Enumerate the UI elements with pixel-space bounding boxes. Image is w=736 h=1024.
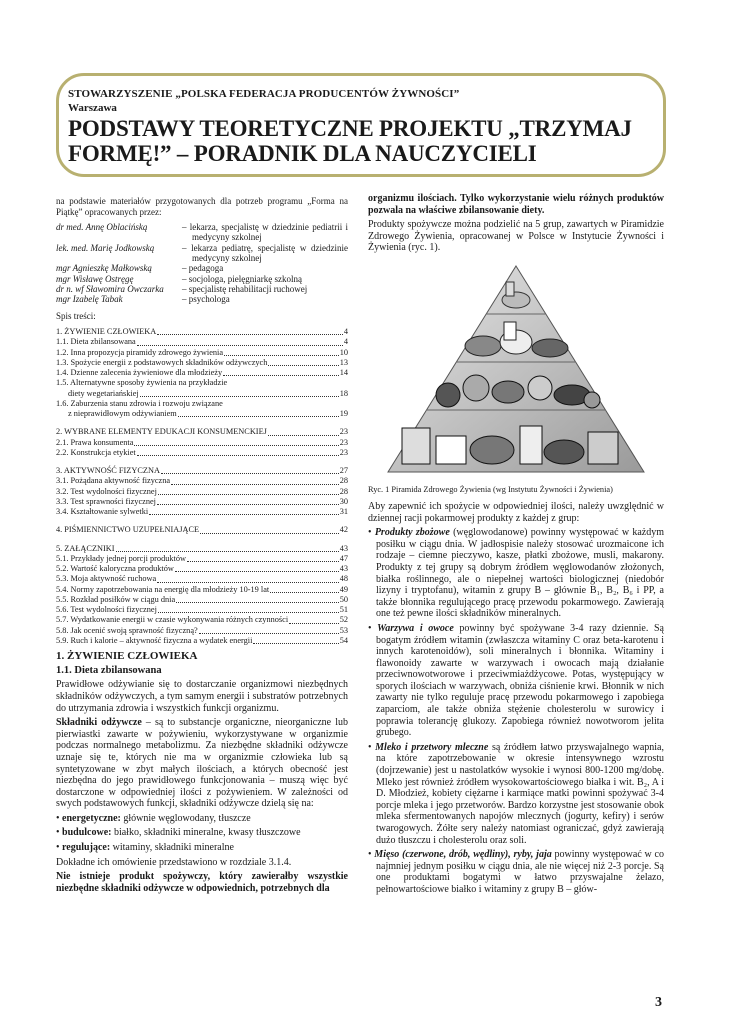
toc-leader: [161, 473, 339, 474]
toc-entry: [56, 636, 348, 646]
toc-spacer: [56, 419, 348, 427]
toc-entry-title: 2.1. Prawa konsumenta: [56, 437, 134, 447]
toc-entry: [56, 574, 348, 584]
toc-entry-page: 43: [339, 543, 348, 553]
author-name: mgr Agnieszkę Małkowską: [56, 263, 152, 274]
toc-entry-page: 51: [339, 605, 348, 615]
toc-entry-page: 43: [339, 564, 348, 574]
toc-entry-title: 5.1. Przykłady jednej porcji produktów: [56, 553, 186, 563]
term: Składniki odżywcze: [56, 717, 142, 729]
toc-entry-page: 23: [339, 427, 348, 437]
header-frame: [56, 73, 666, 177]
toc-entry-page: 23: [339, 447, 348, 457]
toc-leader: [149, 514, 339, 515]
toc-heading: Spis treści:: [56, 310, 96, 321]
title-line-1: PODSTAWY TEORETYCZNE PROJEKTU „TRZYMAJ: [68, 116, 632, 141]
toc-entry: [56, 337, 348, 347]
nutrient-item: • regulujące: witaminy, składniki mineralne: [56, 842, 234, 854]
author-role: – socjologa, pielęgniarkę szkolną: [182, 273, 302, 284]
paragraph-text: – są to substancje organiczne, nieorganiczne lub pierwiastki zawarte w pożywieniu, wykorzystywane w organizmie podczas normalnego metabolizmu. Za niezbędne składniki odżywcze uznaje się te, których nie ma w organizmie człowieka lub są syntetyzowane w zbyt małych ilościach, a których obecność jest niezbędna do jego prawidłowego funkcjonowania – muszą więc być dostarczone w odpowiedniej ilości z pożywieniem. W zależności od swych podstawowych funkcji, składniki odżywcze dzielą się na:: [56, 717, 348, 810]
toc-entry: [56, 487, 348, 497]
toc-entry-page: 47: [339, 553, 348, 563]
paragraph: [56, 717, 348, 810]
toc-entry-title: 1.2. Inna propozycja piramidy zdrowego żywienia: [56, 347, 224, 357]
organization-name: STOWARZYSZENIE „POLSKA FEDERACJA PRODUCENTÓW ŻYWNOŚCI”: [68, 88, 460, 100]
toc-entry-title: 5.3. Moja aktywność ruchowa: [56, 574, 157, 584]
toc-entry-page: 4: [343, 337, 348, 347]
nutrient-type: regulujące:: [62, 842, 111, 854]
food-group-name: Warzywa i owoce: [377, 622, 454, 634]
toc-entry-title: 5.5. Rozkład posiłków w ciągu dnia: [56, 594, 176, 604]
toc-leader: [176, 602, 339, 603]
toc-entry-title: 1.4. Dzienne zalecenia żywieniowe dla młodzieży: [56, 368, 223, 378]
paragraph-bold: Nie istnieje produkt spożywczy, który zawierałby wszystkie niezbędne składniki odżywcze w odpowiednich, potrzebnych dla: [56, 871, 348, 894]
toc-entry-title: diety wegetariańskiej: [68, 388, 139, 398]
toc-entry-title: 5.7. Wydatkowanie energii w czasie wykonywania różnych czynności: [56, 615, 289, 625]
toc-leader: [224, 355, 339, 356]
author-name: mgr Wisławę Ostręgę: [56, 273, 134, 284]
toc-entry-title: 3.1. Pożądana aktywność fizyczna: [56, 476, 171, 486]
author-role: – psychologa: [182, 294, 230, 305]
page-title: [68, 116, 663, 166]
toc-entry: [56, 409, 348, 419]
food-group-name: Produkty zbożowe: [374, 527, 450, 539]
authors-list: [56, 222, 348, 304]
nutrient-type: energetyczne:: [62, 812, 121, 824]
toc-entry: [56, 466, 348, 476]
food-group-name: Mięso (czerwone, drób, wędliny), ryby, jaja: [374, 849, 552, 861]
toc-leader: [223, 375, 339, 376]
toc-entry: [56, 554, 348, 564]
toc-entry-title: 5.8. Jak ocenić swoją sprawność fizyczną?: [56, 625, 198, 635]
nutrient-list: [56, 813, 348, 854]
toc-entry-title: 1.1. Dieta zbilansowana: [56, 337, 136, 347]
toc-entry-title: 1.3. Spożycie energii z podstawowych składników odżywczych: [56, 357, 268, 367]
title-line-2: FORMĘ!” – PORADNIK DLA NAUCZYCIELI: [68, 141, 537, 166]
paragraph: Produkty spożywcze można podzielić na 5 grup, zawartych w Piramidzie Zdrowego Żywienia, opracowanej w Polsce w Instytucie Żywności i Żywienia (ryc. 1).: [368, 219, 664, 254]
toc-leader: [175, 571, 339, 572]
author-role: – lekarza pediatrę, specjalistę w dziedzinie medycyny szkolnej: [182, 242, 348, 264]
toc-entry-line: 1.6. Zaburzenia stanu zdrowia i rozwoju związane: [56, 398, 223, 408]
toc-leader: [158, 494, 339, 495]
author-row: [56, 263, 348, 273]
toc-entry: [56, 327, 348, 337]
author-row: [56, 284, 348, 294]
nutrient-item: • energetyczne: głównie węglowodany, tłuszcze: [56, 812, 251, 824]
toc-leader: [140, 396, 339, 397]
toc-entry-page: 30: [339, 496, 348, 506]
toc-entry: [56, 595, 348, 605]
toc-entry-page: 54: [339, 635, 348, 645]
paragraph: Dokładne ich omówienie przedstawiono w rozdziale 3.1.4.: [56, 856, 292, 868]
toc-leader: [178, 416, 339, 417]
toc-entry: [56, 605, 348, 615]
toc-entry-title: 5.9. Ruch i kalorie – aktywność fizyczna a wydatek energii: [56, 635, 253, 645]
author-role: – pedagoga: [182, 263, 224, 274]
toc-leader: [137, 345, 343, 346]
author-role: – specjalistę rehabilitacji ruchowej: [182, 283, 308, 294]
toc-entry: [56, 626, 348, 636]
nutrient-examples: witaminy, składniki mineralne: [110, 842, 234, 854]
toc-entry-page: 23: [339, 437, 348, 447]
toc-leader: [158, 612, 339, 613]
author-name: dr n. wf Sławomira Owczarka: [56, 283, 164, 294]
toc-entry: [56, 358, 348, 368]
toc-entry: [56, 438, 348, 448]
figure-caption: Ryc. 1 Piramida Zdrowego Żywienia (wg Instytutu Żywności i Żywienia): [368, 484, 613, 494]
organization-city: Warszawa: [68, 102, 117, 114]
toc-entry-title: 3.4. Kształtowanie sylwetki: [56, 507, 149, 517]
author-row: [56, 274, 348, 284]
left-column: [56, 196, 348, 897]
food-group-description: powinny występować w co najmniej jednym posiłku w ciągu dnia, ale nie więcej niż 2-3 porcje. Są one produktami bogatymi w łatwo przyswajalne żelazo, pełnowartościowe białko i witaminy z grupy B – głów-: [376, 849, 664, 895]
toc-entry: [56, 348, 348, 358]
toc-entry: [56, 525, 348, 535]
toc-entry: [56, 497, 348, 507]
paragraph: Prawidłowe odżywianie się to dostarczanie organizmowi niezbędnych składników odżywczych, a tym samym energii i substratów potrzebnych do utrzymania zdrowia i wszystkich funkcji organizmu.: [56, 679, 348, 714]
toc-leader: [157, 334, 343, 335]
author-name: dr med. Annę Oblacińską: [56, 222, 148, 233]
food-group-description: są źródłem łatwo przyswajalnego wapnia, na które zapotrzebowanie w okresie intensywnego wzrostu (dojrzewanie) jest u nastolatków wysokie i wynosi 800-1200 mg/dobę. Mleko jest również źródłem wysokowartościowego białka i wit. B₂, A i D. Młodzież, kobiety ciężarne i karmiące matki powinni spożywać 3-4 porcje mleka i jego przetworów. Bardzo korzystne jest stosowanie obok mleka sfermentowanych napojów mlecznych (jogurty, kefiry) i serów twarogowych. Żółte sery należy natomiast ograniczać, gdyż zawierają dużo tłuszczu i cholesterolu oraz soli.: [376, 741, 664, 846]
toc-entry-page: 4: [343, 327, 348, 337]
section-heading: 1. ŻYWIENIE CZŁOWIEKA: [56, 650, 198, 663]
author-role: – lekarza, specjalistę w dziedzinie pediatrii i medycyny szkolnej: [182, 222, 348, 243]
toc-leader: [253, 643, 338, 644]
toc-leader: [270, 592, 339, 593]
food-group-item: • Mięso (czerwone, drób, wędliny), ryby, jaja powinny występować w co najmniej jednym posiłku w ciągu dnia, ale nie więcej niż 2-3 porcje. Są one produktami bogatymi w łatwo przyswajalne żelazo, pełnowartościowe białko i witaminy z grupy B – głów-: [368, 849, 664, 895]
toc-leader: [268, 435, 339, 436]
toc-entry: [56, 544, 348, 554]
paragraph: Aby zapewnić ich spożycie w odpowiedniej ilości, należy uwzględnić w dziennej racji pokarmowej produkty z każdej z grup:: [368, 500, 664, 524]
nutrient-type: budulcowe:: [62, 827, 112, 839]
author-row: [56, 243, 348, 264]
toc-entry-title: z nieprawidłowym odżywianiem: [68, 409, 177, 419]
toc-entry-title: 3. AKTYWNOŚĆ FIZYCZNA: [56, 466, 160, 476]
toc-entry-page: 49: [339, 584, 348, 594]
nutrient-examples: białko, składniki mineralne, kwasy tłuszczowe: [111, 827, 301, 839]
toc-entry-title: 5.2. Wartość kaloryczna produktów: [56, 564, 174, 574]
author-row: [56, 222, 348, 243]
toc-entry-page: 14: [339, 368, 348, 378]
page-number: 3: [655, 995, 662, 1010]
toc-entry-page: 13: [339, 357, 348, 367]
toc-entry: [56, 448, 348, 458]
toc-entry-title: 3.3. Test sprawności fizycznej: [56, 496, 156, 506]
food-group-description: powinny być spożywane 3-4 razy dziennie. Są bogatym źródłem witamin (zwłaszcza witaminy C oraz beta-karotenu i innych karotenoidów), soli mineralnych i błonnika. Witaminy i flawonoidy zawarte w warzywach i owocach mają działanie przeciwnowotworowe i przeciwmiażdżycowe. Potas, występujący w sporych ilościach w warzywach, obniża ciśnienie krwi. Błonnik w nich zawarty nie tylko reguluje pracę przewodu pokarmowego i zapobiega zaparciom, ale także obniża stężenie cholesterolu w surowicy i poprawia tolerancję glukozy. Zapobiega również nowotworom jelita grubego.: [376, 622, 664, 739]
toc-entry: [56, 427, 348, 437]
toc-entry-page: 53: [339, 625, 348, 635]
food-group-item: • Produkty zbożowe (węglowodanowe) powinny występować w każdym posiłku w ciągu dnia. W jadłospisie należy stosować urozmaicone ich rodzaje – ciemne pieczywo, kasze, płatki zbożowe, musli, makarony. Produkty z tej grupy są dobrym źródłem węglowodanów złożonych, białka roślinnego, ale o niepełnej wartości biologicznej (niedobór lizyny i tryptofanu), witamin z grupy B – głównie B₁, B₂, B₆ i PP, a także błonnika regulującego pracę przewodu pokarmowego. Zawierają one też pewne ilości składników mineralnych.: [368, 527, 664, 620]
toc-entry-title: 2.2. Konstrukcja etykiet: [56, 447, 136, 457]
food-pyramid-illustration: [368, 260, 664, 482]
subsection-heading: 1.1. Dieta zbilansowana: [56, 664, 162, 676]
paragraph-bold: organizmu ilościach. Tylko wykorzystanie wielu różnych produktów pozwala na właściwe zbilansowanie diety.: [368, 193, 664, 216]
toc-entry-page: 19: [339, 409, 348, 419]
toc-leader: [157, 504, 339, 505]
toc-leader: [134, 445, 338, 446]
toc-entry-page: 52: [339, 615, 348, 625]
toc-leader: [157, 582, 338, 583]
intro-text: na podstawie materiałów przygotowanych dla potrzeb programu „Forma na Piątkę” opracowanych przez:: [56, 196, 348, 217]
toc-entry-title: 1. ŻYWIENIE CZŁOWIEKA: [56, 327, 157, 337]
toc-leader: [187, 561, 339, 562]
toc-leader: [116, 551, 339, 552]
toc-entry-title: 5.4. Normy zapotrzebowania na energię dla młodzieży 10-19 lat: [56, 584, 270, 594]
toc-entry: [56, 368, 348, 378]
toc-spacer: [56, 536, 348, 544]
toc-entry: [56, 564, 348, 574]
food-group-item: • Mleko i przetwory mleczne są źródłem łatwo przyswajalnego wapnia, na które zapotrzebowanie w okresie intensywnego wzrostu (dojrzewanie) jest u nastolatków wysokie i wynosi 800-1200 mg/dobę. Mleko jest również źródłem wysokowartościowego białka i wit. B₂, A i D. Młodzież, kobiety ciężarne i karmiące matki powinni spożywać 3-4 porcje mleka i jego przetworów. Bardzo korzystne jest stosowanie obok mleka sfermentowanych napojów mlecznych (jogurty, kefiry) i serów twarogowych. Żółte sery należy natomiast ograniczać, gdyż zawierają dużo tłuszczu i cholesterolu oraz soli.: [368, 741, 664, 846]
toc-entry-page: 28: [339, 486, 348, 496]
author-row: [56, 294, 348, 304]
food-group-name: Mleko i przetwory mleczne: [375, 741, 489, 753]
table-of-contents: [56, 327, 348, 646]
toc-entry-page: 48: [339, 574, 348, 584]
toc-leader: [268, 365, 338, 366]
toc-entry: [56, 507, 348, 517]
toc-entry: [56, 615, 348, 625]
toc-entry-page: 28: [339, 476, 348, 486]
author-name: lek. med. Marię Jodkowską: [56, 242, 155, 253]
right-column: [368, 193, 664, 899]
toc-entry-page: 27: [339, 466, 348, 476]
toc-entry-title: 5. ZAŁĄCZNIKI: [56, 543, 115, 553]
toc-entry-title: 2. WYBRANE ELEMENTY EDUKACJI KONSUMENCKIEJ: [56, 427, 267, 437]
toc-entry-title: 3.2. Test wydolności fizycznej: [56, 486, 157, 496]
toc-entry: [56, 476, 348, 486]
toc-leader: [199, 633, 339, 634]
toc-leader: [171, 484, 339, 485]
food-group-list: [368, 527, 664, 895]
toc-entry-page: 42: [339, 525, 348, 535]
toc-entry-page: 31: [339, 507, 348, 517]
toc-entry-page: 50: [339, 594, 348, 604]
toc-entry-line: 1.5. Alternatywne sposoby żywienia na przykładzie: [56, 378, 228, 388]
food-group-item: • Warzywa i owoce powinny być spożywane 3-4 razy dziennie. Są bogatym źródłem witamin (zwłaszcza witaminy C oraz beta-karotenu i innych karotenoidów), soli mineralnych i błonnika. Witaminy i flawonoidy zawarte w warzywach i owocach mają działanie przeciwnowotworowe i przeciwmiażdżycowe. Potas, występujący w sporych ilościach w warzywach, obniża ciśnienie krwi. Błonnik w nich zawarty nie tylko reguluje pracę przewodu pokarmowego i zapobiega zaparciom, ale także obniża stężenie cholesterolu w surowicy i poprawia tolerancję glukozy. Zapobiega również nowotworom jelita grubego.: [368, 622, 664, 739]
toc-leader: [137, 455, 339, 456]
author-name: mgr Izabelę Tabak: [56, 294, 123, 305]
food-group-description: (węglowodanowe) powinny występować w każdym posiłku w ciągu dnia. W jadłospisie należy stosować urozmaicone ich rodzaje – ciemne pieczywo, kasze, płatki zbożowe, musli, makarony. Produkty z tej grupy są dobrym źródłem węglowodanów złożonych, białka roślinnego, ale o niepełnej wartości biologicznej (niedobór lizyny i tryptofanu), witamin z grupy B – głównie B₁, B₂, B₆ i PP, a także błonnika regulującego pracę przewodu pokarmowego. Zawierają one też pewne ilości składników mineralnych.: [376, 527, 664, 620]
toc-leader: [289, 623, 339, 624]
toc-entry: [56, 585, 348, 595]
toc-leader: [200, 533, 339, 534]
toc-entry-title: 5.6. Test wydolności fizycznej: [56, 605, 157, 615]
toc-entry-title: 4. PIŚMIENNICTWO UZUPEŁNIAJĄCE: [56, 525, 200, 535]
toc-entry-page: 18: [339, 388, 348, 398]
toc-spacer: [56, 458, 348, 466]
toc-entry: [56, 389, 348, 399]
nutrient-examples: głównie węglowodany, tłuszcze: [120, 812, 251, 824]
toc-entry-page: 10: [339, 347, 348, 357]
nutrient-item: • budulcowe: białko, składniki mineralne, kwasy tłuszczowe: [56, 827, 301, 839]
